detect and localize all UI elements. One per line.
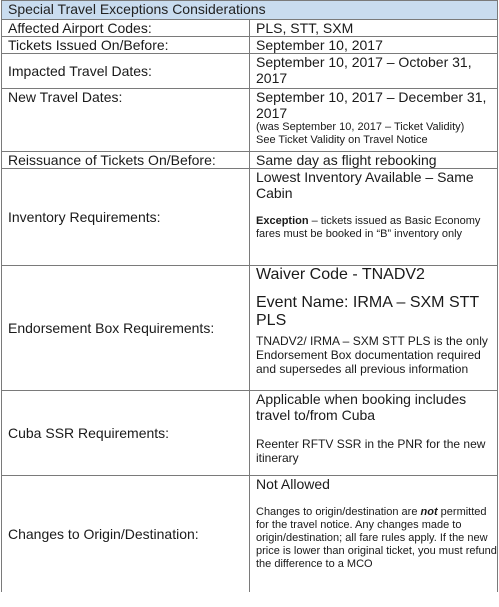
origin-value: Not Allowed [256, 476, 330, 492]
inventory-value: Lowest Inventory Available – Same Cabin [256, 169, 474, 201]
row-label-new-dates: New Travel Dates: [2, 89, 250, 152]
waiver-code: Waiver Code - TNADV2 [256, 266, 425, 283]
table-header-row [2, 1, 498, 20]
table-row [2, 266, 498, 391]
travel-exceptions-table [1, 0, 498, 592]
new-dates-value: September 10, 2017 – December 31, 2017 [256, 89, 487, 121]
endorsement-note: TNADV2/ IRMA – SXM STT PLS is the only Endorsement Box documentation required and supersedes all previous information [256, 334, 488, 376]
row-label-endorsement: Endorsement Box Requirements: [2, 266, 250, 391]
exception-label: Exception [256, 215, 309, 227]
exception-text: – tickets issued as Basic Economy fares must be booked in “B” inventory only [256, 215, 481, 240]
row-label-issued: Tickets Issued On/Before: [2, 37, 250, 54]
table-row [2, 37, 498, 54]
row-label-reissuance: Reissuance of Tickets On/Before: [2, 152, 250, 169]
origin-note [256, 506, 497, 571]
row-value-new-dates [250, 89, 498, 152]
origin-note-b: permitted for the travel notice. Any changes made to origin/destination; all fare rules apply. If the new price is lower than original ticket, you must refund the difference to a MCO [256, 506, 497, 570]
row-label-airports: Affected Airport Codes: [2, 20, 250, 37]
row-label-impacted: Impacted Travel Dates: [2, 54, 250, 89]
row-value-inventory [250, 169, 498, 266]
event-name: Event Name: IRMA – SXM STT PLS [256, 294, 479, 329]
origin-note-a: Changes to origin/destination are [256, 506, 421, 518]
table-row [2, 54, 498, 89]
origin-note-not: not [420, 506, 438, 518]
row-value-reissuance: Same day as flight rebooking [250, 152, 498, 169]
row-value-origin [250, 476, 498, 593]
table-row [2, 476, 498, 593]
table-row [2, 20, 498, 37]
inventory-exception [256, 215, 497, 241]
new-dates-note-1: (was September 10, 2017 – Ticket Validity) [256, 121, 465, 133]
row-value-endorsement [250, 266, 498, 391]
cuba-value: Applicable when booking includes travel to/from Cuba [256, 391, 467, 423]
row-value-airports: PLS, STT, SXM [250, 20, 498, 37]
row-label-origin: Changes to Origin/Destination: [2, 476, 250, 593]
row-value-impacted: September 10, 2017 – October 31, 2017 [250, 54, 498, 89]
row-value-issued: September 10, 2017 [250, 37, 498, 54]
table-row [2, 169, 498, 266]
table-title: Special Travel Exceptions Considerations [2, 1, 498, 20]
row-label-cuba: Cuba SSR Requirements: [2, 391, 250, 476]
table-row [2, 89, 498, 152]
table-row [2, 152, 498, 169]
row-value-cuba [250, 391, 498, 476]
row-label-inventory: Inventory Requirements: [2, 169, 250, 266]
new-dates-note-2: See Ticket Validity on Travel Notice [256, 134, 428, 146]
cuba-note: Reenter RFTV SSR in the PNR for the new itinerary [256, 437, 486, 465]
table-row [2, 391, 498, 476]
